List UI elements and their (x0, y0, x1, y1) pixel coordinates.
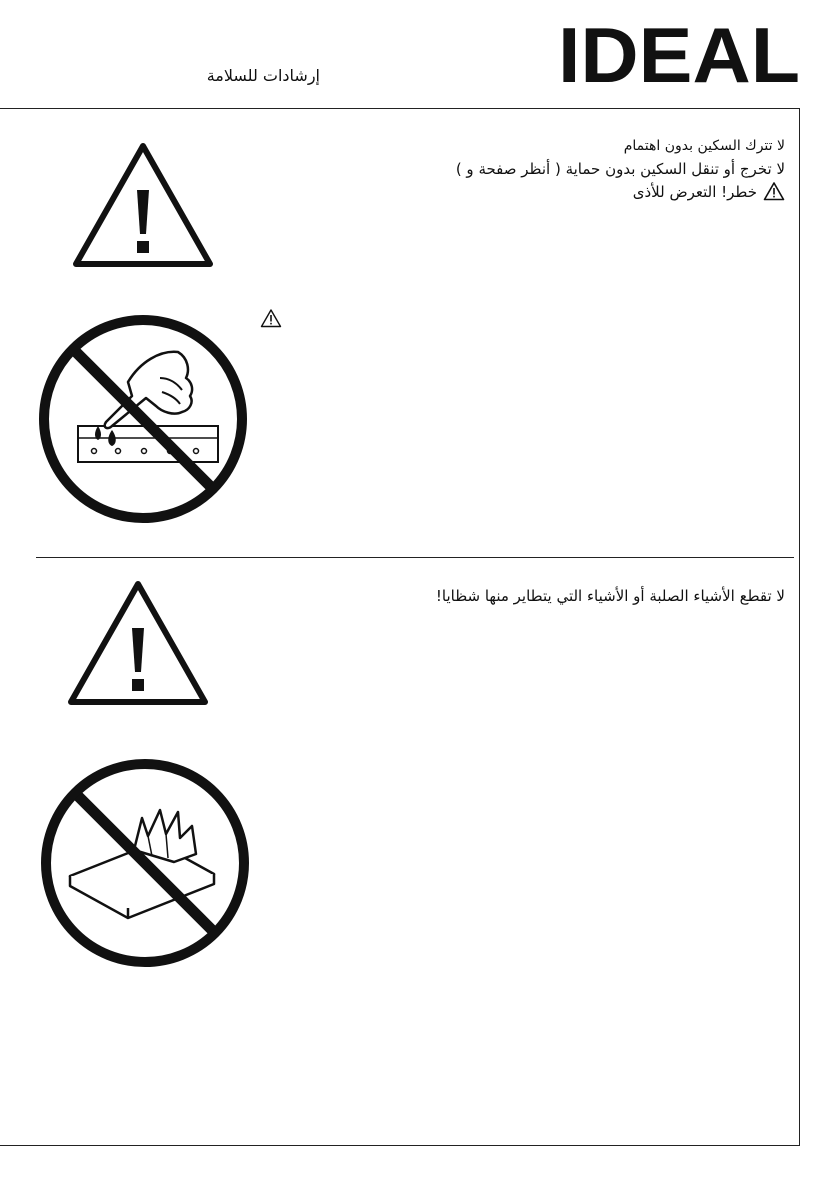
warning-triangle-icon (65, 578, 211, 708)
section-divider (36, 557, 794, 558)
text-line-warning (456, 181, 785, 204)
text-line: لا تترك السكين بدون اهتمام (623, 138, 785, 154)
ideal-logo (556, 22, 802, 86)
logo-text: IDEAL (558, 22, 800, 86)
warning-icon (763, 181, 785, 201)
text-line: لا تخرج أو تنقل السكين بدون حماية ( أنظر صفحة و ) (455, 160, 785, 178)
no-touching-blade-icon (36, 312, 250, 526)
danger-text: خطر! التعرض للأذى (632, 183, 757, 201)
text-line: لا تقطع الأشياء الصلبة أو الأشياء التي يتطاير منها شظايا! (435, 587, 785, 605)
section1-text (456, 135, 785, 204)
section2-text (436, 585, 785, 608)
warning-triangle-icon (70, 140, 216, 270)
no-hard-objects-icon (38, 756, 252, 970)
page-title: إرشادات للسلامة (206, 66, 320, 85)
warning-icon (260, 308, 282, 328)
